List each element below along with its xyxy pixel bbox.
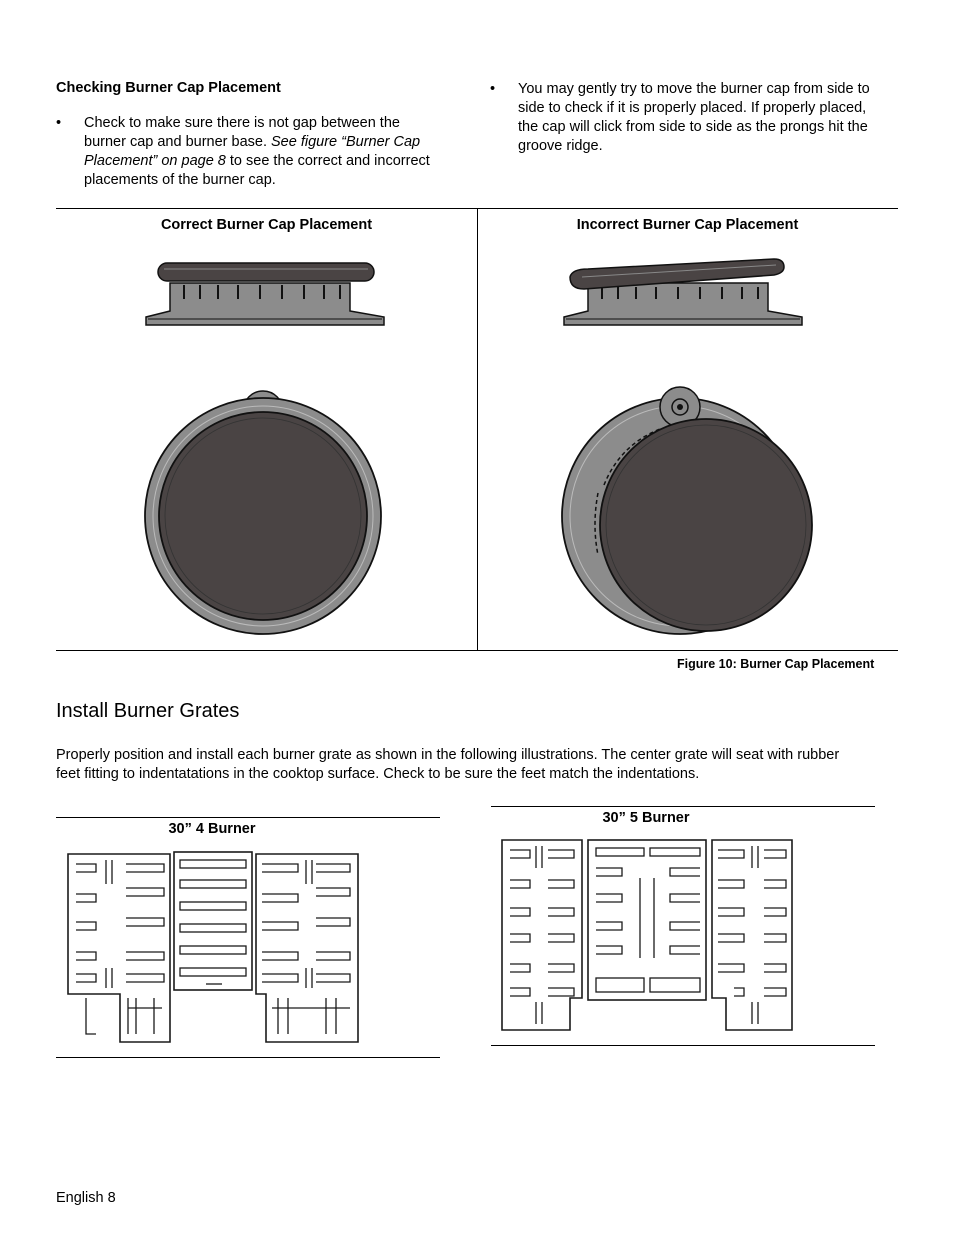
- section-heading-burner-cap: Checking Burner Cap Placement: [56, 80, 281, 96]
- left-bullet-text: [84, 114, 464, 190]
- left-bullet-line-1: Check to make sure there is not gap between the: [84, 115, 400, 131]
- five-burner-top-rule: [491, 806, 875, 807]
- correct-placement-label: Correct Burner Cap Placement: [160, 217, 373, 233]
- left-bullet-line-2-plain: burner cap and burner base.: [84, 134, 272, 150]
- figure-reference-link-part2: Placement” on page 8: [84, 153, 226, 169]
- incorrect-cap-top-view-illustration: [560, 385, 820, 640]
- right-bullet-line-2: side to check if it is properly placed. If properly placed,: [518, 100, 867, 116]
- left-bullet-line-3: [84, 152, 464, 171]
- figure-caption: Figure 10: Burner Cap Placement: [677, 657, 875, 671]
- five-burner-bottom-rule: [491, 1045, 875, 1046]
- four-burner-label: 30” 4 Burner: [168, 821, 256, 837]
- incorrect-cap-side-view-illustration: [558, 255, 808, 330]
- correct-cap-side-view-illustration: [140, 255, 390, 330]
- figure-bottom-rule: [56, 650, 898, 651]
- section-title-install-grates: Install Burner Grates: [56, 700, 240, 722]
- correct-cap-top-view-illustration: [145, 385, 390, 640]
- five-burner-grate-layout-illustration: [500, 838, 796, 1034]
- right-bullet-line-1: You may gently try to move the burner cap from side to: [518, 81, 870, 97]
- four-burner-top-rule: [56, 817, 440, 818]
- right-bullet-line-3: the cap will click from side to side as the prongs hit the: [518, 119, 868, 135]
- left-bullet-line-3-plain: to see the correct and incorrect: [225, 153, 430, 169]
- install-paragraph-line-2: feet fitting to indentatations in the cooktop surface. Check to be sure the feet match the indentations.: [56, 766, 700, 782]
- right-bullet-item: [490, 80, 900, 160]
- figure-divider: [477, 208, 478, 650]
- four-burner-bottom-rule: [56, 1057, 440, 1058]
- page-footer-label: English 8: [56, 1190, 116, 1206]
- left-bullet-item: [56, 114, 466, 194]
- bullet-marker: •: [490, 81, 496, 97]
- four-burner-grate-layout-illustration: [66, 848, 361, 1044]
- right-bullet-text: [518, 80, 900, 156]
- incorrect-placement-label: Incorrect Burner Cap Placement: [576, 217, 799, 233]
- five-burner-label: 30” 5 Burner: [602, 810, 690, 826]
- install-paragraph-line-1: Properly position and install each burner grate as shown in the following illustrations. The center grate will seat with rubber: [56, 747, 840, 763]
- left-bullet-line-2: [84, 133, 464, 152]
- bullet-marker: •: [56, 115, 62, 131]
- right-bullet-line-4: groove ridge.: [518, 138, 603, 154]
- left-bullet-line-4: placements of the burner cap.: [84, 172, 276, 188]
- figure-reference-link-part1: See figure “Burner Cap: [271, 134, 421, 150]
- install-instructions-paragraph: [56, 746, 906, 784]
